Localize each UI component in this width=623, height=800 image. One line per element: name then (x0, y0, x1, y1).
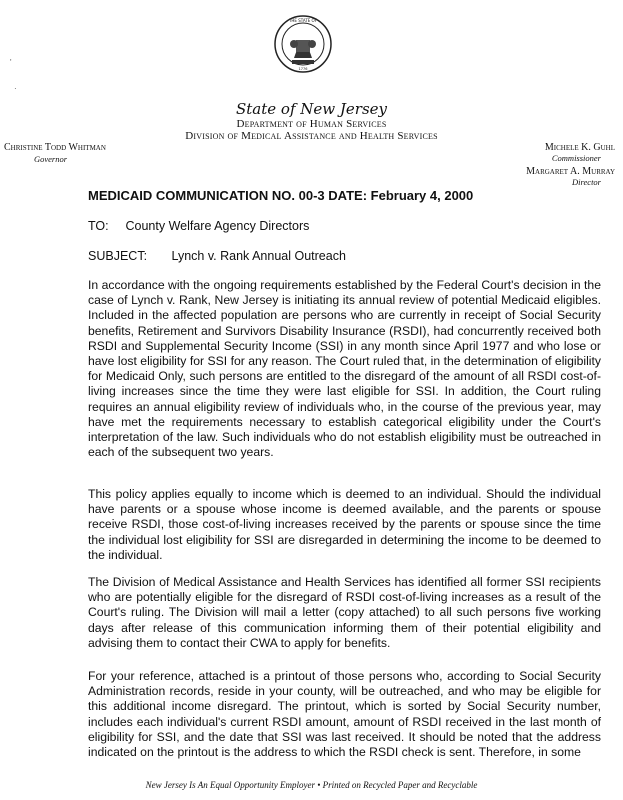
state-name: State of New Jersey (236, 100, 387, 118)
svg-text:THE STATE OF: THE STATE OF (288, 18, 318, 23)
svg-text:1776: 1776 (298, 67, 308, 71)
to-value: County Welfare Agency Directors (125, 219, 310, 233)
director-name: Margaret A. Murray (526, 166, 615, 177)
governor-name: Christine Todd Whitman (4, 142, 106, 153)
body-paragraph: This policy applies equally to income which is deemed to an individual. Should the individual have parents or a spouse whose income is deemed available, and the parents or spouse receive RSDI, those cost-of-living increases received by the parents or spouse since the time the individual lost eligibility for SSI are disregarded in determining the income to be deemed to the individual. (88, 487, 601, 562)
memo-date: DATE: February 4, 2000 (328, 188, 474, 203)
subject-value: Lynch v. Rank Annual Outreach (171, 249, 346, 263)
subject-label: SUBJECT: (88, 249, 148, 263)
memo-subject (88, 249, 346, 263)
to-label: TO: (88, 219, 109, 233)
body-paragraph: The Division of Medical Assistance and Health Services has identified all former SSI recipients who are potentially eligible for the disregard of RSDI cost-of-living increases as a result of the Court's ruling. The Division will mail a letter (copy attached) to all such persons five working days after release of this communication informing them of their potential eligibility and advising them to contact their CWA to apply for benefits. (88, 575, 601, 650)
communication-number: MEDICAID COMMUNICATION NO. 00-3 (88, 188, 325, 203)
body-paragraph: In accordance with the ongoing requirements established by the Federal Court's decision in the case of Lynch v. Rank, New Jersey is initiating its annual review of potential Medicaid eligibles. Included in the affected population are persons who are currently in receipt of Social Security benefits, Retirement and Survivors Disability Insurance (RSDI), had concurrently received both RSDI and Supplemental Security Income (SSI) in any month since April 1977 and who lose or have lost eligibility for SSI for any reason. The Court ruled that, in the determination of eligibility for Medicaid Only, such persons are entitled to the disregard of the amount of all RSDI cost-of-living increases since the time they were last eligible for SSI. In addition, the Court ruling requires an annual eligibility review of individuals who, in the course of the previous year, may have met the requirements necessary to establish categorical eligibility under the Court's interpretation of the law. Such individuals who do not establish eligibility must be outreached in each of the subsequent two years. (88, 278, 601, 460)
commissioner-title: Commissioner (551, 153, 601, 163)
scan-mark: · (14, 84, 17, 93)
state-seal-icon (272, 10, 334, 98)
footer-text: New Jersey Is An Equal Opportunity Employer • Printed on Recycled Paper and Recyclable (145, 780, 478, 790)
scan-mark: ' (10, 58, 12, 67)
commissioner-name: Michele K. Guhl (544, 142, 615, 153)
division-name: Division of Medical Assistance and Health Services (185, 130, 438, 142)
commissioner-block (545, 142, 615, 163)
governor-title: Governor (34, 154, 68, 164)
memo-to (88, 219, 309, 233)
director-block (526, 166, 615, 187)
director-title: Director (572, 177, 601, 187)
body-paragraph: For your reference, attached is a printout of those persons who, according to Social Security Administration records, reside in your county, will be outreached, and who may be eligible for this additional income disregard. The printout, which is sorted by Social Security number, includes each individual's current RSDI amount, amount of RSDI received in the last month of eligibility for SSI, and the date that SSI was last received. It should be noted that the address indicated on the printout is the address to which the RSDI check is sent. Therefore, in some (88, 669, 601, 760)
memo-heading (88, 188, 473, 203)
department-name: Department of Human Services (236, 118, 387, 130)
